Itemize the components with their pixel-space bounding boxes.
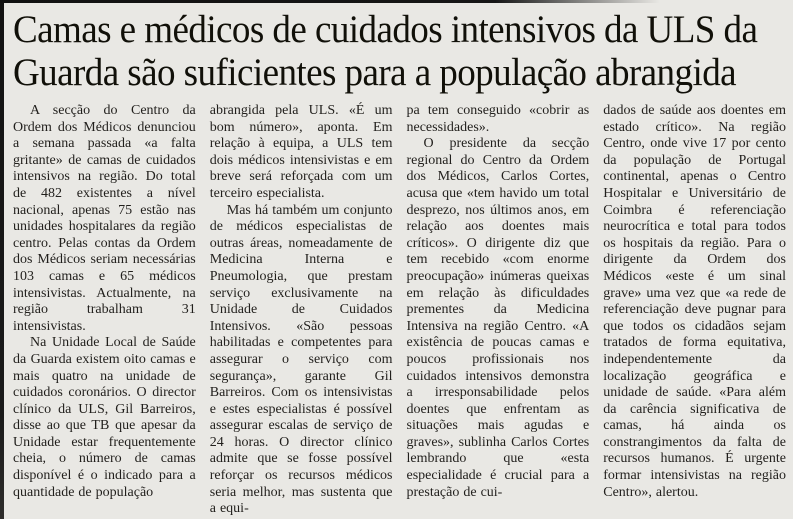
article-paragraph: Na Unidade Local de Saúde da Guarda existem oito camas e mais quatro na unidade de cuidados coronários. O director clínico da ULS, Gil Barreiros, disse ao que TB que apesar da Unidade estar frequentemente cheia, o número de camas disponível é o indicado para a quantidade de população: [13, 335, 196, 500]
headline-line-2: Guarda são suficientes para a população abrangida: [13, 51, 737, 94]
article-paragraph: Mas há também um conjunto de médicos especialistas de outras áreas, nomeadamente de Medicina Interna e Pneumologia, que prestam serviço exclusivamente na Unidade de Cuidados Intensivos. «São pessoas habilitadas e competentes para assegurar o serviço com segurança», garante Gil Barreiros. Com os intensivistas e estes especialistas é possível assegurar escalas de serviço de 24 horas. O director clínico admite que se fosse possível reforçar os recursos médicos seria melhor, mas sustenta que a equi-: [209, 202, 393, 517]
article-column-3: [407, 103, 590, 518]
article-column-4: [603, 103, 786, 518]
article-paragraph: pa tem conseguido «cobrir as necessidades».: [406, 103, 590, 135]
article-paragraph: A secção do Centro da Ordem dos Médicos denunciou a semana passada «a falta gritante» de camas de cuidados intensivos na região. Do total de 482 existentes a nível nacional, apenas 75 estão nas unidades hospitalares da região centro. Pelas contas da Ordem dos Médicos seriam necessárias 103 camas e 65 médicos intensivistas. Actualmente, na região trabalham 31 intensivistas.: [13, 103, 196, 334]
article-column-2: [210, 103, 393, 518]
article-paragraph: O presidente da secção regional do Centro da Ordem dos Médicos, Carlos Cortes, acusa que «tem havido um total desprezo, nos últimos anos, em relação aos doentes mais críticos». O dirigente diz que tem recebido «com enorme preocupação» inúmeras queixas em relação às dificuldades prementes da Medicina Intensiva na região Centro. «A existência de poucas camas e poucos profissionais nos cuidados intensivos demonstra a irresponsabilidade pelos doentes que enfrentam as situações mais agudas e graves», sublinha Carlos Cortes lembrando que «esta especialidade é crucial para a prestação de cui-: [406, 136, 590, 500]
scan-left-border: [0, 0, 4, 519]
article-paragraph: dados de saúde aos doentes em estado crítico». Na região Centro, onde vive 17 por cento da população de Portugal continental, apenas o Centro Hospitalar e Universitário de Coimbra é referenciação neurocrítica e total para todos os hospitais da região. Para o dirigente da Ordem dos Médicos «este é um sinal grave» uma vez que «a rede de referenciação deve pugnar para que todos os cidadãos sejam tratados de forma equitativa, independentemente da localização geográfica e unidade de saúde. «Para além da carência significativa de camas, há ainda os constrangimentos da falta de recursos humanos. É urgente formar intensivistas na região Centro», alertou.: [603, 103, 786, 500]
article-body: [13, 103, 786, 518]
article-paragraph: abrangida pela ULS. «É um bom número», aponta. Em relação à equipa, a ULS tem dois médicos intensivistas e em breve será reforçada com um terceiro especialista.: [209, 103, 393, 201]
headline-line-1: Camas e médicos de cuidados intensivos da ULS da: [13, 8, 758, 51]
article-headline: [13, 8, 791, 94]
article-column-1: [13, 103, 196, 518]
scan-top-border: [0, 0, 660, 3]
